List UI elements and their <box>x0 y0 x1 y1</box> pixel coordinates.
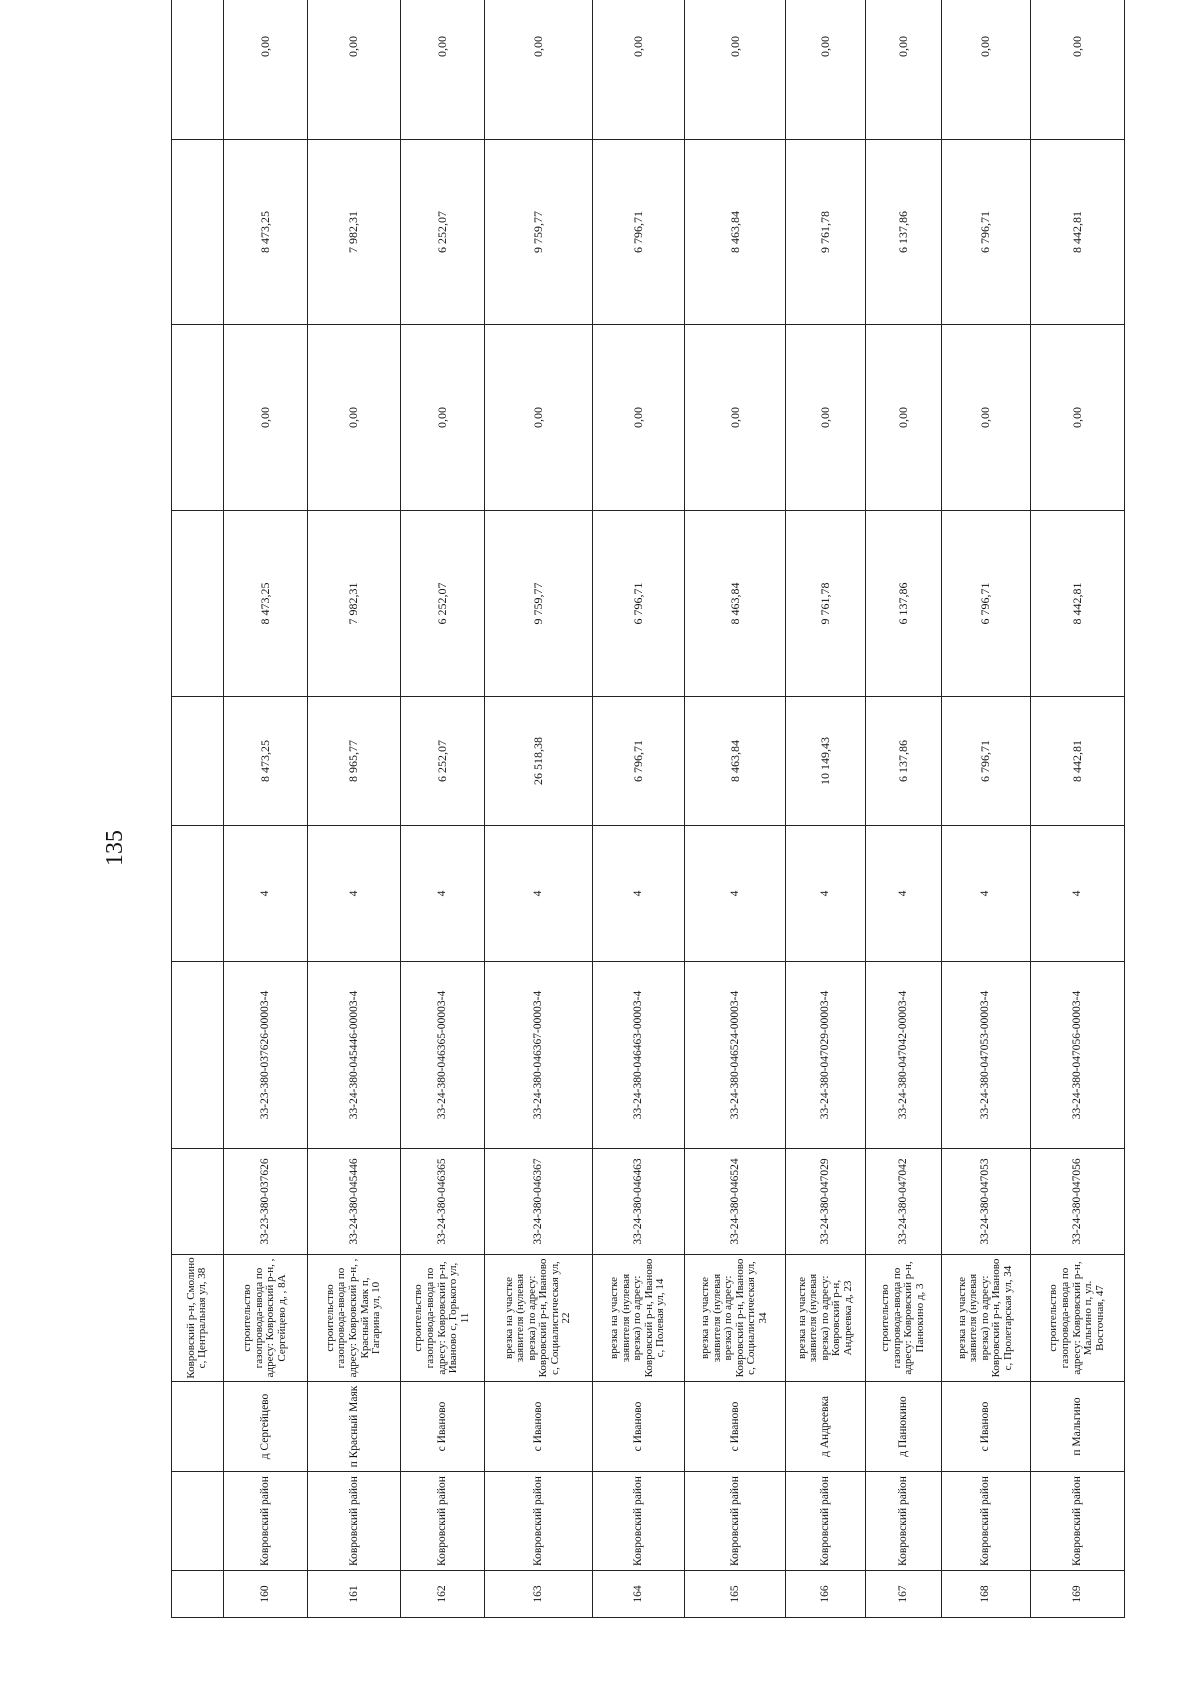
cell-amount-4: 8 463,84 <box>684 140 786 325</box>
cell-settlement: д Панюкино <box>865 1382 941 1472</box>
table-row <box>223 0 307 1618</box>
cell-amount-2: 7 982,31 <box>307 511 400 697</box>
table-body <box>172 0 1125 1618</box>
cell-amount-2: 8 463,84 <box>684 511 786 697</box>
cell-amount-4: 6 796,71 <box>592 140 684 325</box>
cell-amount-3: 0,00 <box>684 325 786 511</box>
cell-row-number: 161 <box>307 1571 400 1618</box>
cell-amount-3: 0,00 <box>307 325 400 511</box>
cell-amount-5: 0,00 <box>484 0 592 140</box>
table-row-continuation <box>172 0 224 1618</box>
cell-amount-3: 0,00 <box>592 325 684 511</box>
cell-category: 4 <box>865 826 941 962</box>
cell-amount-5: 0,00 <box>400 0 484 140</box>
cell-settlement: д Сергейцево <box>223 1382 307 1472</box>
cell-empty <box>172 1571 224 1618</box>
cell-full-code: 33-24-380-047056-00003-4 <box>1030 962 1124 1149</box>
cell-code: 33-24-380-047029 <box>786 1149 866 1255</box>
cell-empty <box>172 511 224 697</box>
cell-description: врезка на участке заявителя (нулевая врезка) по адресу: Ковровский р-н, Андреевка д, 23 <box>786 1255 866 1382</box>
cell-category: 4 <box>484 826 592 962</box>
cell-description: строительство газопровода-ввода по адресу: Ковровский р-н, Иваново с, Горького ул, 11 <box>400 1255 484 1382</box>
table-row <box>865 0 941 1618</box>
cell-district: Ковровский район <box>400 1472 484 1571</box>
cell-row-number: 163 <box>484 1571 592 1618</box>
cell-amount-1: 8 442,81 <box>1030 697 1124 826</box>
cell-amount-4: 7 982,31 <box>307 140 400 325</box>
cell-category: 4 <box>684 826 786 962</box>
cell-description: врезка на участке заявителя (нулевая врезка) по адресу: Ковровский р-н, Иваново с, Социалистическая ул, 34 <box>684 1255 786 1382</box>
cell-amount-1: 6 796,71 <box>592 697 684 826</box>
table-row <box>941 0 1030 1618</box>
table-row <box>684 0 786 1618</box>
cell-amount-2: 8 473,25 <box>223 511 307 697</box>
cell-full-code: 33-24-380-047053-00003-4 <box>941 962 1030 1149</box>
cell-district: Ковровский район <box>684 1472 786 1571</box>
cell-description: строительство газопровода-ввода по адресу: Ковровский р-н, , Сергейцево д, , 8А <box>223 1255 307 1382</box>
cell-category: 4 <box>1030 826 1124 962</box>
cell-description: строительство газопровода-ввода по адресу: Ковровский р-н, Панюкино д, 3 <box>865 1255 941 1382</box>
data-table <box>171 0 1125 1618</box>
cell-amount-5: 0,00 <box>223 0 307 140</box>
table-row <box>592 0 684 1618</box>
cell-amount-3: 0,00 <box>941 325 1030 511</box>
cell-code: 33-24-380-047053 <box>941 1149 1030 1255</box>
cell-amount-5: 0,00 <box>1030 0 1124 140</box>
cell-amount-2: 9 761,78 <box>786 511 866 697</box>
cell-full-code: 33-24-380-047042-00003-4 <box>865 962 941 1149</box>
cell-code: 33-24-380-046367 <box>484 1149 592 1255</box>
cell-district: Ковровский район <box>1030 1472 1124 1571</box>
cell-amount-3: 0,00 <box>865 325 941 511</box>
cell-empty <box>172 325 224 511</box>
cell-description: Ковровский р-н, Смолино с, Центральная ул, 38 <box>172 1255 224 1382</box>
cell-settlement: д Андреевка <box>786 1382 866 1472</box>
cell-category: 4 <box>786 826 866 962</box>
cell-code: 33-24-380-047042 <box>865 1149 941 1255</box>
cell-amount-2: 6 796,71 <box>941 511 1030 697</box>
cell-full-code: 33-24-380-047029-00003-4 <box>786 962 866 1149</box>
cell-settlement: п Красный Маяк <box>307 1382 400 1472</box>
cell-district: Ковровский район <box>865 1472 941 1571</box>
cell-amount-2: 9 759,77 <box>484 511 592 697</box>
cell-full-code: 33-24-380-046367-00003-4 <box>484 962 592 1149</box>
cell-full-code: 33-23-380-037626-00003-4 <box>223 962 307 1149</box>
cell-amount-4: 6 252,07 <box>400 140 484 325</box>
cell-full-code: 33-24-380-046524-00003-4 <box>684 962 786 1149</box>
cell-empty <box>172 962 224 1149</box>
cell-amount-3: 0,00 <box>786 325 866 511</box>
cell-code: 33-23-380-037626 <box>223 1149 307 1255</box>
cell-row-number: 168 <box>941 1571 1030 1618</box>
cell-amount-2: 6 137,86 <box>865 511 941 697</box>
cell-empty <box>172 826 224 962</box>
cell-district: Ковровский район <box>223 1472 307 1571</box>
cell-code: 33-24-380-047056 <box>1030 1149 1124 1255</box>
cell-amount-5: 0,00 <box>684 0 786 140</box>
cell-amount-1: 6 796,71 <box>941 697 1030 826</box>
cell-amount-2: 8 442,81 <box>1030 511 1124 697</box>
cell-amount-3: 0,00 <box>484 325 592 511</box>
cell-category: 4 <box>223 826 307 962</box>
cell-amount-1: 6 252,07 <box>400 697 484 826</box>
cell-amount-1: 8 463,84 <box>684 697 786 826</box>
cell-code: 33-24-380-045446 <box>307 1149 400 1255</box>
cell-settlement: с Иваново <box>400 1382 484 1472</box>
cell-settlement: с Иваново <box>684 1382 786 1472</box>
table-row <box>484 0 592 1618</box>
cell-category: 4 <box>400 826 484 962</box>
cell-description: строительство газопровода-ввода по адресу: Ковровский р-н, Мальгино п, ул. Восточная, 47 <box>1030 1255 1124 1382</box>
cell-amount-5: 0,00 <box>941 0 1030 140</box>
cell-amount-2: 6 796,71 <box>592 511 684 697</box>
cell-amount-5: 0,00 <box>786 0 866 140</box>
cell-empty <box>172 1472 224 1571</box>
cell-amount-4: 8 473,25 <box>223 140 307 325</box>
cell-empty <box>172 140 224 325</box>
cell-row-number: 169 <box>1030 1571 1124 1618</box>
cell-code: 33-24-380-046365 <box>400 1149 484 1255</box>
cell-description: врезка на участке заявителя (нулевая врезка) по адресу: Ковровский р-н, Иваново с, Социалистическая ул, 22 <box>484 1255 592 1382</box>
cell-amount-1: 8 473,25 <box>223 697 307 826</box>
cell-amount-1: 6 137,86 <box>865 697 941 826</box>
cell-amount-1: 8 965,77 <box>307 697 400 826</box>
cell-amount-3: 0,00 <box>223 325 307 511</box>
cell-full-code: 33-24-380-046463-00003-4 <box>592 962 684 1149</box>
table-row <box>307 0 400 1618</box>
cell-row-number: 167 <box>865 1571 941 1618</box>
cell-amount-4: 8 442,81 <box>1030 140 1124 325</box>
cell-category: 4 <box>592 826 684 962</box>
cell-row-number: 164 <box>592 1571 684 1618</box>
table-row <box>786 0 866 1618</box>
cell-full-code: 33-24-380-046365-00003-4 <box>400 962 484 1149</box>
cell-full-code: 33-24-380-045446-00003-4 <box>307 962 400 1149</box>
cell-amount-4: 6 796,71 <box>941 140 1030 325</box>
cell-amount-3: 0,00 <box>400 325 484 511</box>
cell-description: врезка на участке заявителя (нулевая врезка) по адресу: Ковровский р-н, Иваново с, Пролетарская ул, 34 <box>941 1255 1030 1382</box>
cell-row-number: 165 <box>684 1571 786 1618</box>
cell-settlement: с Иваново <box>484 1382 592 1472</box>
cell-row-number: 162 <box>400 1571 484 1618</box>
cell-category: 4 <box>941 826 1030 962</box>
cell-district: Ковровский район <box>307 1472 400 1571</box>
cell-code: 33-24-380-046524 <box>684 1149 786 1255</box>
cell-row-number: 160 <box>223 1571 307 1618</box>
cell-description: врезка на участке заявителя (нулевая врезка) по адресу: Ковровский р-н, Иваново с, Полевая ул, 14 <box>592 1255 684 1382</box>
cell-empty <box>172 0 224 140</box>
table-row <box>1030 0 1124 1618</box>
cell-amount-1: 26 518,38 <box>484 697 592 826</box>
cell-amount-4: 9 759,77 <box>484 140 592 325</box>
data-table-rotated <box>171 36 1125 1618</box>
cell-district: Ковровский район <box>592 1472 684 1571</box>
cell-amount-2: 6 252,07 <box>400 511 484 697</box>
cell-district: Ковровский район <box>484 1472 592 1571</box>
cell-amount-5: 0,00 <box>592 0 684 140</box>
cell-settlement: п Мальгино <box>1030 1382 1124 1472</box>
cell-code: 33-24-380-046463 <box>592 1149 684 1255</box>
cell-amount-4: 9 761,78 <box>786 140 866 325</box>
page-number: 135 <box>102 830 128 866</box>
cell-district: Ковровский район <box>941 1472 1030 1571</box>
cell-settlement: с Иваново <box>941 1382 1030 1472</box>
cell-amount-5: 0,00 <box>307 0 400 140</box>
cell-description: строительство газопровода-ввода по адресу: Ковровский р-н, , Красный Маяк п, Гагарина ул, 10 <box>307 1255 400 1382</box>
cell-category: 4 <box>307 826 400 962</box>
table-row <box>400 0 484 1618</box>
cell-empty <box>172 697 224 826</box>
cell-row-number: 166 <box>786 1571 866 1618</box>
cell-settlement: с Иваново <box>592 1382 684 1472</box>
cell-amount-1: 10 149,43 <box>786 697 866 826</box>
cell-amount-5: 0,00 <box>865 0 941 140</box>
cell-empty <box>172 1149 224 1255</box>
cell-empty <box>172 1382 224 1472</box>
cell-amount-3: 0,00 <box>1030 325 1124 511</box>
cell-amount-4: 6 137,86 <box>865 140 941 325</box>
cell-district: Ковровский район <box>786 1472 866 1571</box>
